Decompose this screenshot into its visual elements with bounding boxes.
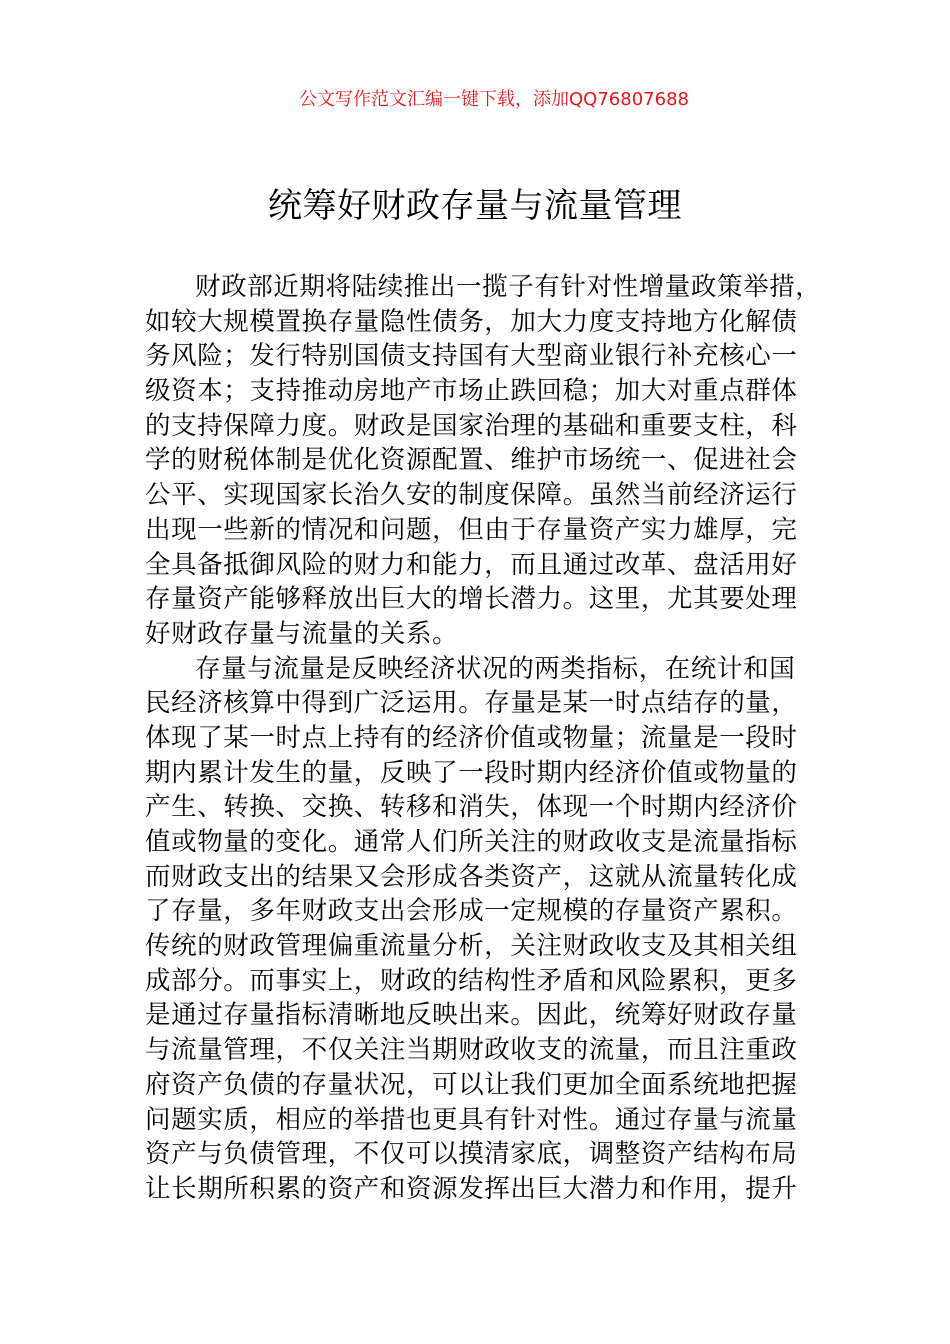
text-line: 是通过存量指标清晰地反映出来。因此，统筹好财政存量 — [145, 1000, 798, 1031]
text-line: 务风险；发行特别国债支持国有大型商业银行补充核心一 — [145, 341, 798, 372]
text-line: 期内累计发生的量，反映了一段时期内经济价值或物量的 — [145, 757, 798, 788]
paragraph-1 — [145, 270, 845, 652]
text-line: 产生、转换、交换、转移和消失，体现一个时期内经济价 — [145, 792, 798, 823]
text-line: 出现一些新的情况和问题，但由于存量资产实力雄厚，完 — [145, 514, 798, 545]
text-line: 级资本；支持推动房地产市场止跌回稳；加大对重点群体 — [145, 376, 798, 407]
text-line: 府资产负债的存量状况，可以让我们更加全面系统地把握 — [145, 1069, 798, 1100]
text-line: 学的财税体制是优化资源配置、维护市场统一、促进社会 — [145, 445, 798, 476]
text-line: 全具备抵御风险的财力和能力，而且通过改革、盘活用好 — [145, 549, 798, 580]
text-line: 而财政支出的结果又会形成各类资产，这就从流量转化成 — [145, 861, 798, 892]
text-line: 的支持保障力度。财政是国家治理的基础和重要支柱，科 — [145, 410, 798, 441]
text-line: 了存量，多年财政支出会形成一定规模的存量资产累积。 — [145, 896, 798, 927]
download-promo-note: 公文写作范文汇编一键下载，添加QQ76807688 — [299, 89, 689, 110]
document-title: 统筹好财政存量与流量管理 — [268, 186, 682, 226]
text-line: 值或物量的变化。通常人们所关注的财政收支是流量指标 — [145, 827, 798, 857]
text-line: 传统的财政管理偏重流量分析，关注财政收支及其相关组 — [145, 931, 798, 962]
text-line: 与流量管理，不仅关注当期财政收支的流量，而且注重政 — [145, 1035, 798, 1066]
document-body — [145, 270, 845, 1207]
text-line: 好财政存量与流量的关系。 — [145, 618, 459, 649]
text-line: 如较大规模置换存量隐性债务，加大力度支持地方化解债 — [145, 306, 798, 337]
text-line: 问题实质，相应的举措也更具有针对性。通过存量与流量 — [145, 1104, 798, 1135]
text-line: 民经济核算中得到广泛运用。存量是某一时点结存的量， — [145, 688, 798, 719]
text-line: 资产与负债管理，不仅可以摸清家底，调整资产结构布局 — [145, 1139, 798, 1170]
text-line: 存量资产能够释放出巨大的增长潜力。这里，尤其要处理 — [145, 584, 798, 615]
text-line: 公平、实现国家长治久安的制度保障。虽然当前经济运行 — [145, 480, 798, 511]
text-line: 财政部近期将陆续推出一揽子有针对性增量政策举措， — [195, 272, 822, 302]
text-line: 让长期所积累的资产和资源发挥出巨大潜力和作用，提升 — [145, 1173, 798, 1204]
text-line: 存量与流量是反映经济状况的两类指标，在统计和国 — [195, 653, 796, 684]
text-line: 成部分。而事实上，财政的结构性矛盾和风险累积，更多 — [145, 965, 798, 996]
paragraph-2 — [145, 652, 845, 1207]
text-line: 体现了某一时点上持有的经济价值或物量；流量是一段时 — [145, 722, 798, 753]
